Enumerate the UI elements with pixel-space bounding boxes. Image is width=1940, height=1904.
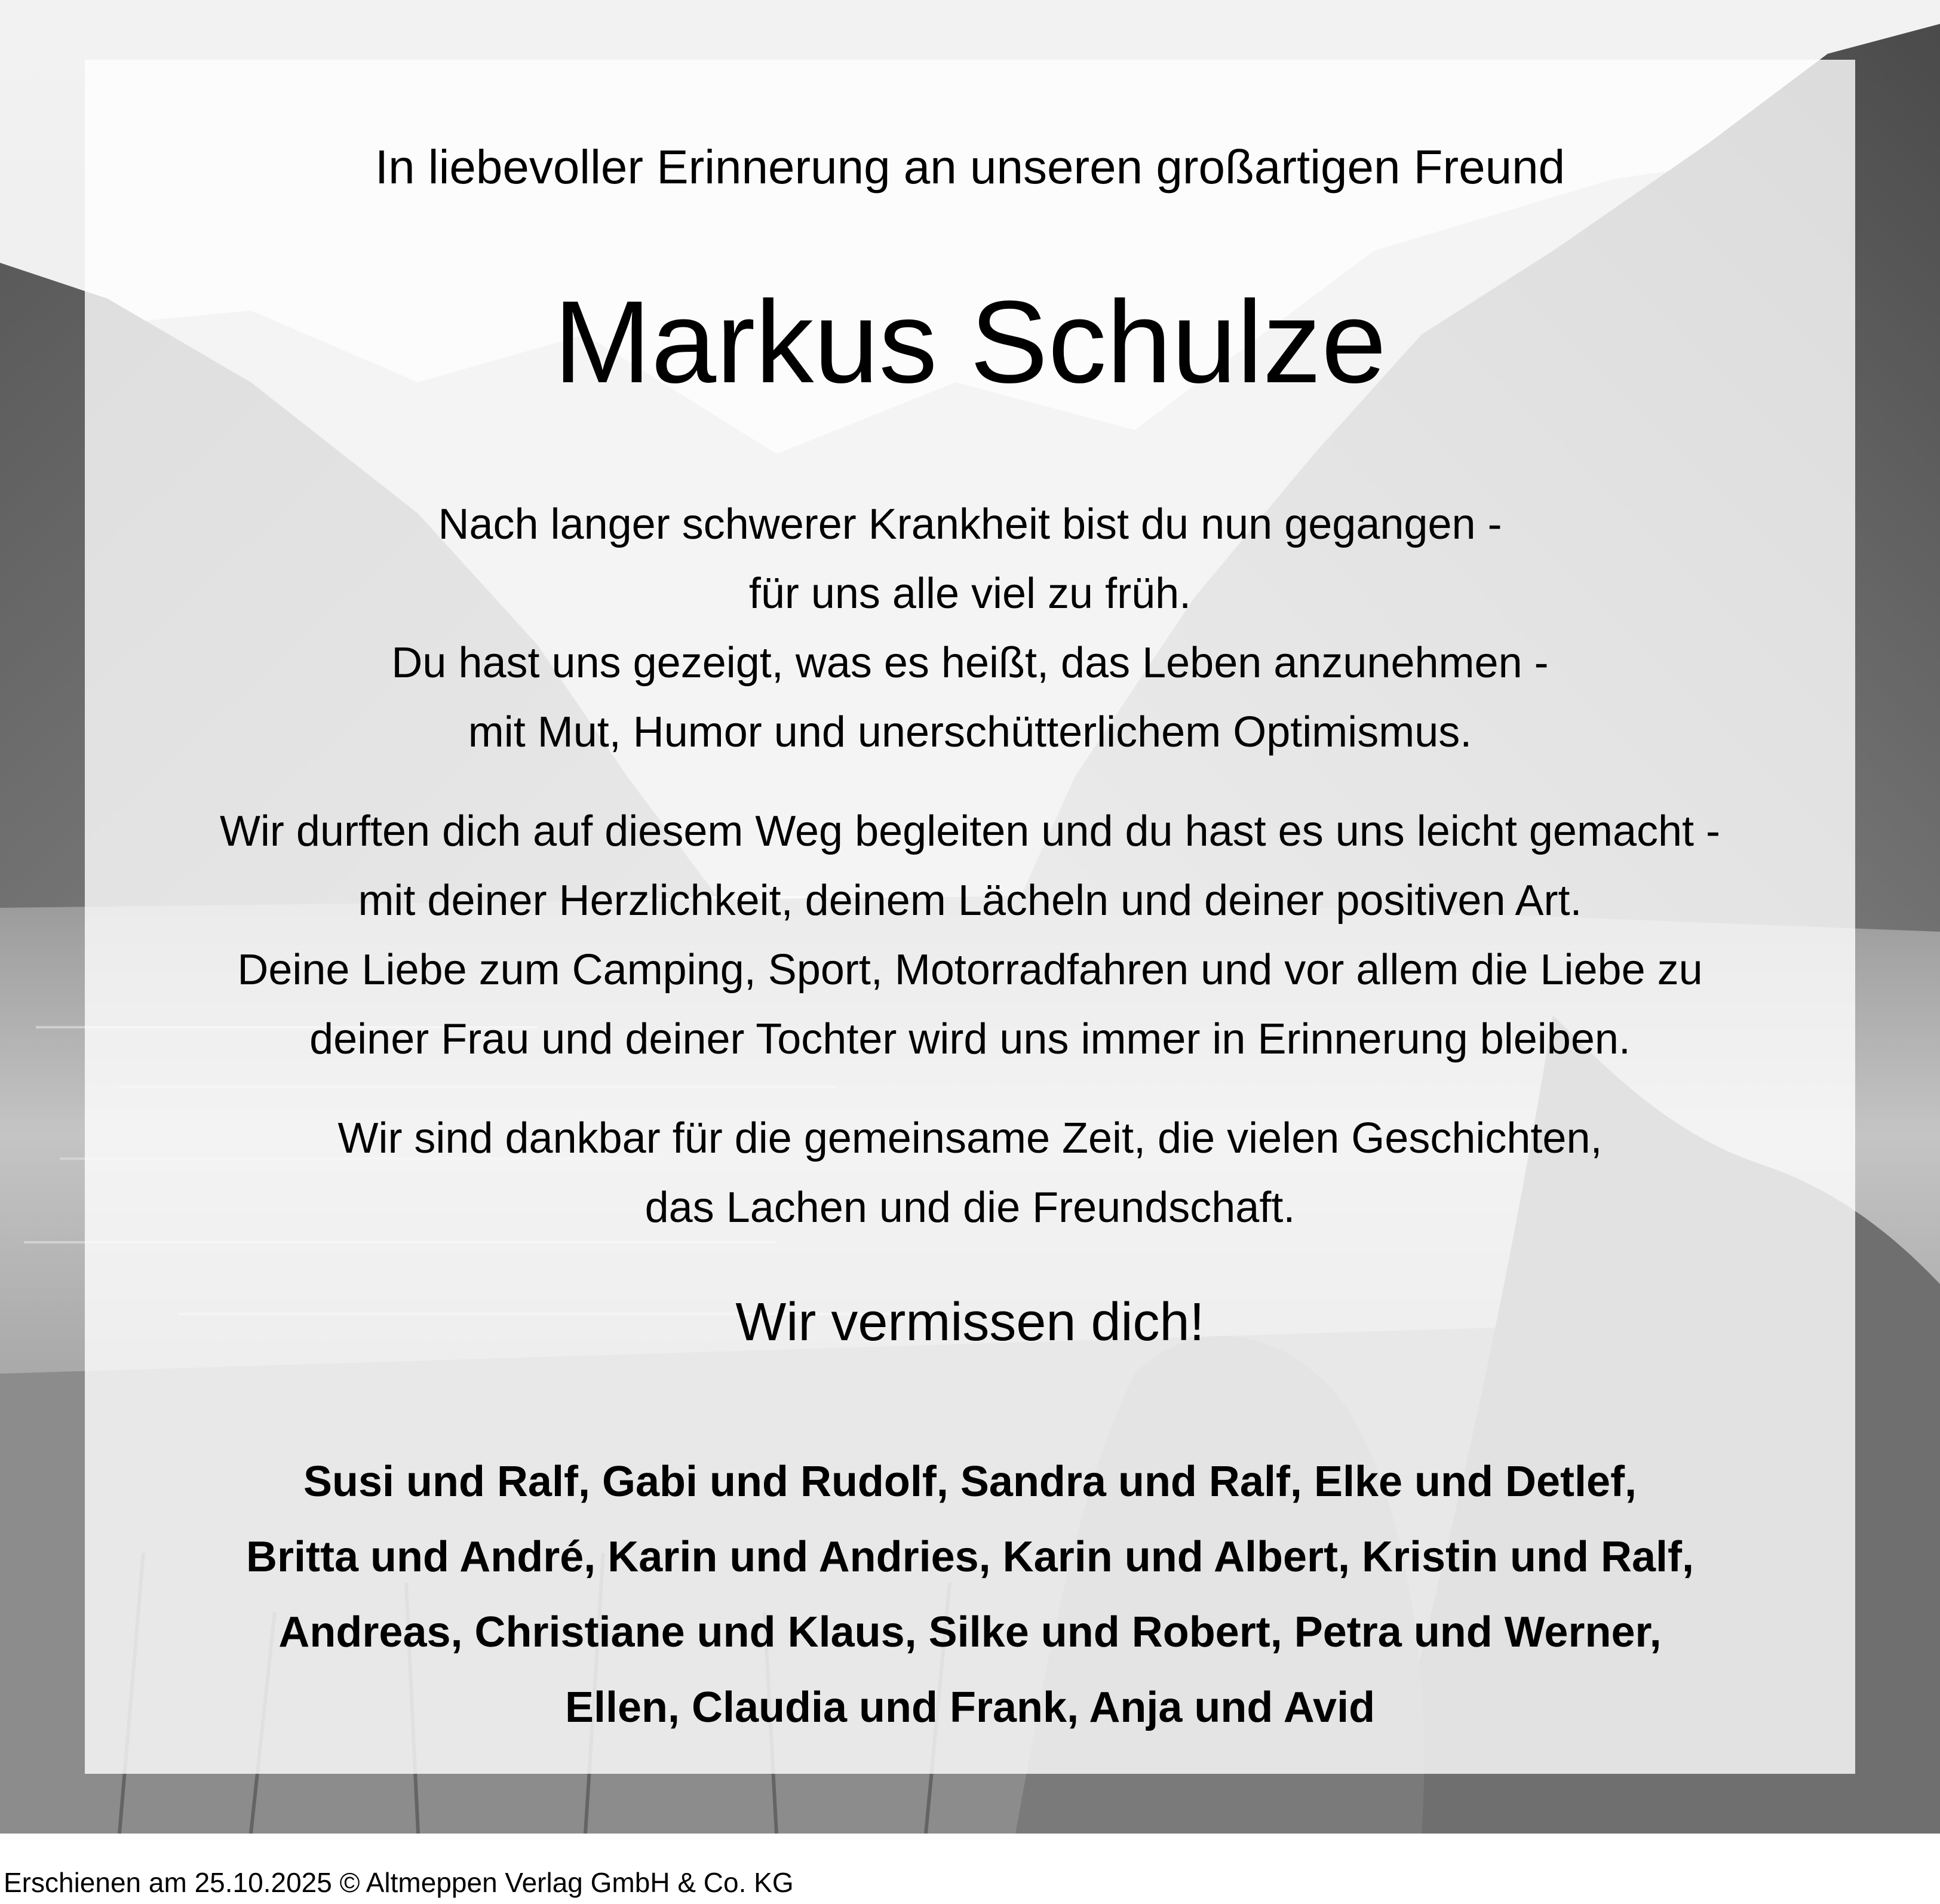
- signers-line: Ellen, Claudia und Frank, Anja und Avid: [564, 1684, 1376, 1731]
- signers-list: [85, 1444, 1855, 1745]
- signers-line: Britta und André, Karin und Andries, Karin und Albert, Kristin und Ralf,: [245, 1533, 1695, 1581]
- paragraph-line: Nach langer schwerer Krankheit bist du nun gegangen -: [438, 500, 1502, 548]
- paragraph-3: [85, 1104, 1855, 1242]
- deceased-name: Markus Schulze: [553, 277, 1387, 407]
- paragraph-line: Wir durften dich auf diesem Weg begleiten und du hast es uns leicht gemacht -: [219, 807, 1721, 855]
- signers-line: Susi und Ralf, Gabi und Rudolf, Sandra und Ralf, Elke und Detlef,: [303, 1458, 1637, 1506]
- paragraph-line: das Lachen und die Freundschaft.: [644, 1184, 1296, 1232]
- paragraph-line: Du hast uns gezeigt, was es heißt, das Leben anzunehmen -: [391, 639, 1549, 687]
- paragraph-line: für uns alle viel zu früh.: [748, 570, 1192, 618]
- intro-line: In liebevoller Erinnerung an unseren großartigen Freund: [375, 140, 1565, 194]
- paragraph-1: [85, 490, 1855, 767]
- paragraph-2: [85, 797, 1855, 1074]
- paragraph-line: deiner Frau und deiner Tochter wird uns immer in Erinnerung bleiben.: [309, 1015, 1631, 1063]
- paragraph-line: mit deiner Herzlichkeit, deinem Lächeln und deiner positiven Art.: [358, 877, 1582, 925]
- paragraph-line: Deine Liebe zum Camping, Sport, Motorradfahren und vor allem die Liebe zu: [237, 946, 1703, 994]
- paragraph-line: mit Mut, Humor und unerschütterlichem Optimismus.: [468, 708, 1472, 756]
- signers-line: Andreas, Christiane und Klaus, Silke und Robert, Petra und Werner,: [278, 1608, 1662, 1656]
- publication-credit: Erschienen am 25.10.2025 © Altmeppen Verlag GmbH & Co. KG: [4, 1867, 794, 1898]
- paragraph-line: Wir sind dankbar für die gemeinsame Zeit, die vielen Geschichten,: [337, 1114, 1603, 1162]
- closing-line: Wir vermissen dich!: [735, 1292, 1205, 1352]
